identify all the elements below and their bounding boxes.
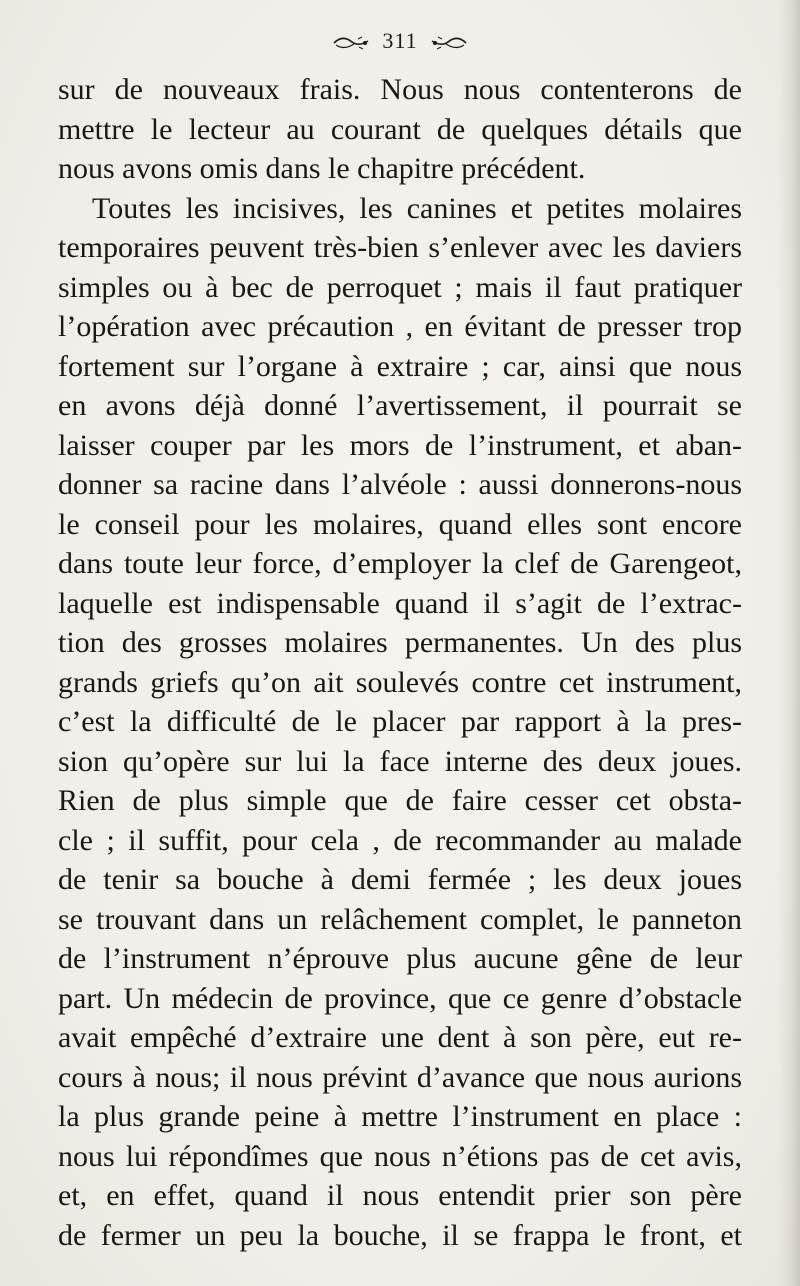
- text-line: dans toute leur force, d’employer la clef de Garengeot,: [58, 547, 742, 580]
- text-line: la plus grande peine à mettre l’instrument en place :: [58, 1100, 742, 1133]
- fleuron-right-icon: [430, 36, 468, 50]
- page-header: [0, 28, 800, 54]
- fleuron-left-icon: [332, 36, 370, 50]
- text-line: de tenir sa bouche à demi fermée ; les deux joues: [58, 863, 742, 896]
- text-line: c’est la difficulté de le placer par rapport à la pres-: [58, 705, 742, 738]
- text-line: de fermer un peu la bouche, il se frappa le front, et: [58, 1218, 742, 1252]
- text-line: donner sa racine dans l’alvéole : aussi donnerons-nous: [58, 468, 742, 501]
- text-line: sion qu’opère sur lui la face interne des deux joues.: [58, 744, 742, 778]
- text-line: laisser couper par les mors de l’instrument, et aban-: [58, 428, 742, 462]
- page-number: 311: [382, 28, 418, 53]
- body-text: [58, 70, 742, 1255]
- text-line: cours à nous; il nous prévint d’avance que nous aurions: [58, 1060, 742, 1094]
- text-line: cle ; il suffit, pour cela , de recommander au malade: [58, 823, 742, 857]
- text-line: Rien de plus simple que de faire cesser cet obsta-: [58, 784, 742, 817]
- text-line: nous lui répondîmes que nous n’étions pas de cet avis,: [58, 1139, 742, 1173]
- text-line: et, en effet, quand il nous entendit prier son père: [58, 1179, 742, 1212]
- text-line: se trouvant dans un relâchement complet, le panneton: [58, 902, 742, 936]
- text-line: sur de nouveaux frais. Nous nous contenterons de: [58, 73, 742, 106]
- text-line: Toutes les incisives, les canines et petites molaires: [92, 191, 742, 225]
- text-line: part. Un médecin de province, que ce genre d’obstacle: [58, 981, 742, 1015]
- text-line: laquelle est indispensable quand il s’agit de l’extrac-: [58, 586, 742, 620]
- text-line: nous avons omis dans le chapitre précédent.: [58, 152, 586, 185]
- text-line: l’opération avec précaution , en évitant de presser trop: [58, 310, 742, 343]
- text-line: grands griefs qu’on ait soulevés contre cet instrument,: [58, 665, 742, 699]
- page-gutter-shadow: [778, 0, 800, 1286]
- text-line: le conseil pour les molaires, quand elles sont encore: [58, 507, 742, 541]
- text-line: fortement sur l’organe à extraire ; car, ainsi que nous: [58, 349, 742, 383]
- text-line: mettre le lecteur au courant de quelques détails que: [58, 112, 742, 146]
- text-line: simples ou à bec de perroquet ; mais il faut pratiquer: [58, 270, 742, 304]
- text-line: avait empêché d’extraire une dent à son père, eut re-: [58, 1021, 742, 1054]
- text-line: de l’instrument n’éprouve plus aucune gêne de leur: [58, 942, 742, 975]
- text-line: en avons déjà donné l’avertissement, il pourrait se: [58, 389, 742, 422]
- text-line: tion des grosses molaires permanentes. Un des plus: [58, 626, 742, 659]
- text-line: temporaires peuvent très-bien s’enlever avec les daviers: [58, 231, 742, 264]
